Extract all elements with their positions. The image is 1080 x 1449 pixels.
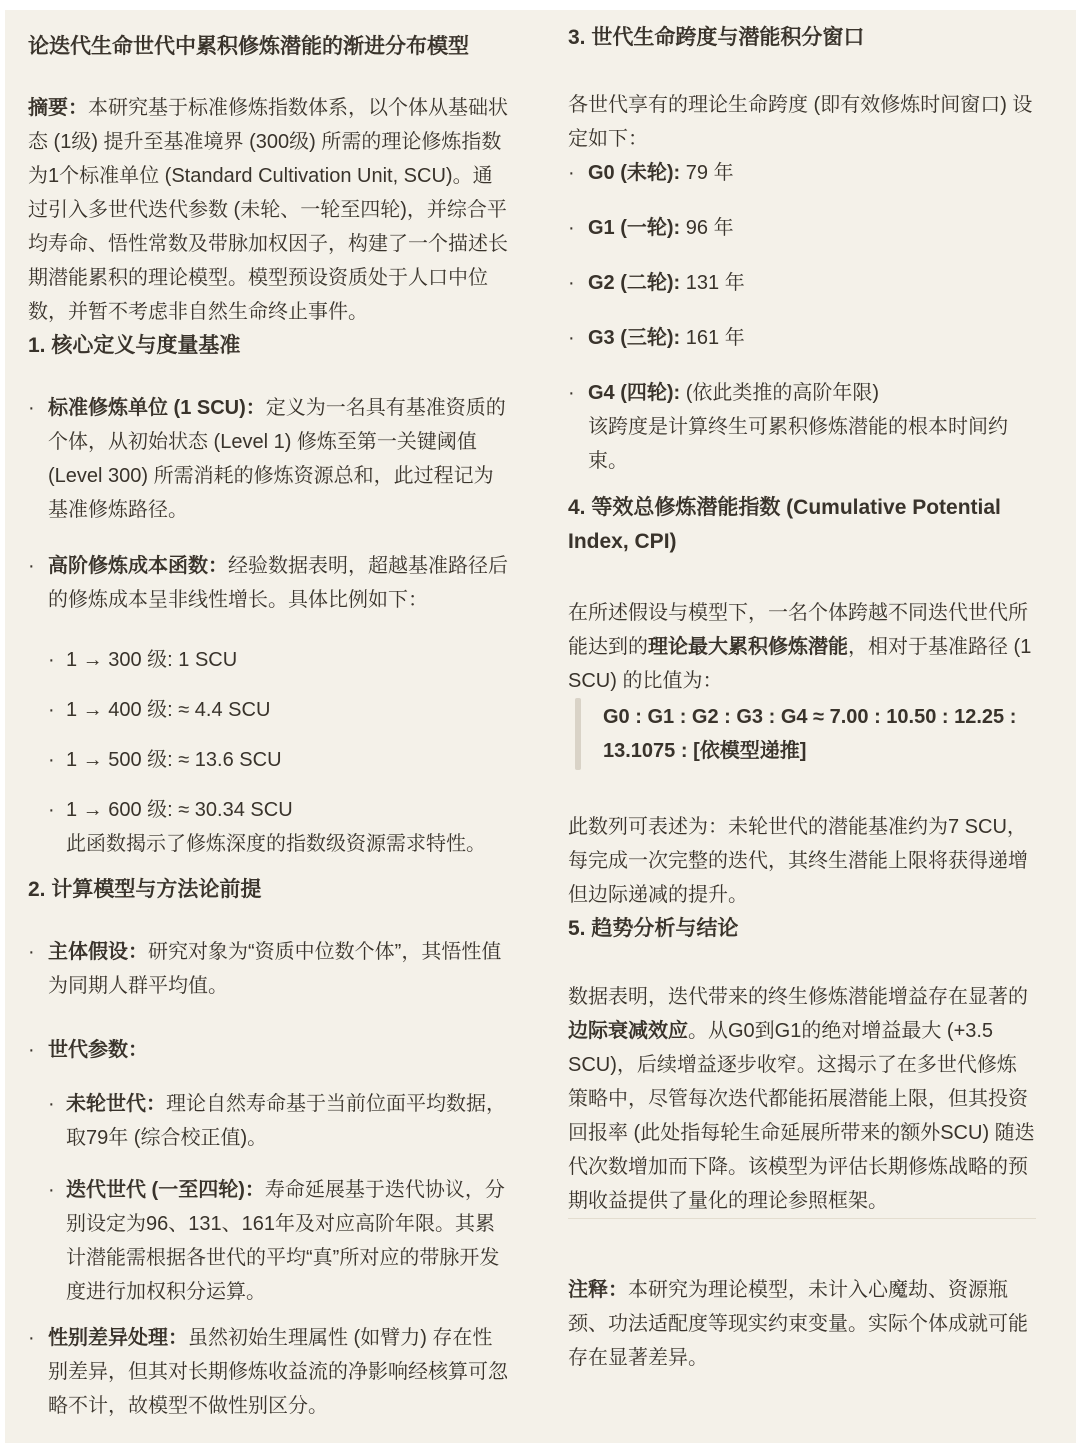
- lifespan-intro-paragraph: 各世代享有的理论生命跨度 (即有效修炼时间窗口) 设定如下：: [568, 94, 1033, 150]
- bullet-icon: [48, 793, 66, 861]
- generation-value: 161 年: [680, 327, 745, 349]
- scu-cost-item: [48, 643, 512, 677]
- scu-cost-item: [48, 743, 512, 777]
- cpi-ratio-text: [603, 698, 1036, 770]
- term-label: 标准修炼单位 (1 SCU)：: [48, 397, 266, 419]
- generation-value: 131 年: [680, 272, 745, 294]
- bullet-icon: [28, 391, 48, 527]
- generation-content: [588, 156, 1036, 190]
- cpi-text-bold: 理论最大累积修炼潜能: [648, 636, 848, 658]
- term-label: 高阶修炼成本函数：: [48, 555, 228, 577]
- bullet-icon: [28, 1033, 48, 1067]
- bullet-icon: [48, 1173, 66, 1309]
- abstract-text: 本研究基于标准修炼指数体系，以个体从基础状态 (1级) 提升至基准境界 (300级) 所需的理论修炼指数为1个标准单位 (Standard Cultivation Unit, SCU)。通过引入多世代迭代参数 (未轮、一轮至四轮)，并综合平均寿命、悟性常数及带脉加权因子，构建了一个描述长期潜能累积的理论模型。模型预设资质处于人口中位数，并暂不考虑非自然生命终止事件。: [28, 97, 508, 323]
- scu-cost-item: [48, 793, 512, 861]
- param-content: [66, 1173, 512, 1309]
- cpi-paragraph: [568, 596, 1036, 698]
- section-1-heading: 1. 核心定义与度量基准: [28, 334, 241, 357]
- section-3-heading: 3. 世代生命跨度与潜能积分窗口: [568, 26, 865, 49]
- generation-label: G0 (未轮):: [588, 162, 681, 184]
- cpi-explanation-paragraph: 此数列可表述为：未轮世代的潜能基准约为7 SCU，每完成一次完整的迭代，其终生潜能上限将获得递增但边际递减的提升。: [568, 816, 1028, 906]
- bullet-icon: [568, 156, 588, 190]
- bullet-icon: [48, 743, 66, 777]
- ratio-values: G0 : G1 : G2 : G3 : G4 ≈ 7.00 : 10.50 : 12.25 : 13.1075 :: [603, 706, 1017, 762]
- generation-item: [568, 211, 1036, 245]
- scu-cost-item: [48, 693, 512, 727]
- conclusion-paragraph: [568, 980, 1036, 1218]
- assumption-item-generation-params: [28, 1033, 512, 1067]
- term-label: 未轮世代：: [66, 1093, 166, 1115]
- generation-line: [588, 376, 1036, 410]
- bullet-icon: [48, 643, 66, 677]
- scu-cost-value: 1 → 600 级: ≈ 30.34 SCU: [66, 799, 293, 821]
- assumption-content: [48, 1033, 512, 1067]
- section-5-heading: 5. 趋势分析与结论: [568, 917, 739, 940]
- bullet-icon: [28, 1321, 48, 1423]
- cpi-ratio-quote: [568, 698, 1036, 770]
- definition-item-cost-function: [28, 549, 512, 617]
- generation-content: [588, 211, 1036, 245]
- definition-item-scu: [28, 391, 512, 527]
- generation-label: G2 (二轮):: [588, 272, 681, 294]
- generation-label: G3 (三轮):: [588, 327, 681, 349]
- cost-function-note: 此函数揭示了修炼深度的指数级资源需求特性。: [66, 833, 486, 855]
- generation-item: [568, 376, 1036, 478]
- conclusion-text-bold: 边际衰减效应: [568, 1020, 688, 1042]
- conclusion-text-pre: 数据表明，迭代带来的终生修炼潜能增益存在显著的: [568, 986, 1028, 1008]
- param-content: [66, 1087, 512, 1155]
- footnote-paragraph: [568, 1273, 1036, 1375]
- term-label: 性别差异处理：: [48, 1327, 188, 1349]
- generation-value: 79 年: [680, 162, 734, 184]
- bullet-icon: [568, 266, 588, 300]
- term-body: 理论自然寿命基于当前位面平均数据，取79年 (综合校正值)。: [66, 1093, 506, 1149]
- param-item-base-generation: [48, 1087, 512, 1155]
- section-2-heading: 2. 计算模型与方法论前提: [28, 878, 262, 901]
- bullet-icon: [28, 935, 48, 1003]
- conclusion-text-post: 。从G0到G1的绝对增益最大 (+3.5 SCU)，后续增益逐步收窄。这揭示了在多世代修炼策略中，尽管每次迭代都能拓展潜能上限，但其投资回报率 (此处指每轮生命延展所带来的额外SCU) 随迭代次数增加而下降。该模型为评估长期修炼战略的预期收益提供了量化的理论参照框架。: [568, 1020, 1035, 1212]
- cpi-text-pre: 在所述假设与模型下，一名个体跨越不同迭代世代所能达到的: [568, 602, 1028, 658]
- scu-cost-text: 1 → 300 级: 1 SCU: [66, 649, 238, 671]
- scu-cost-text: 1 → 400 级: ≈ 4.4 SCU: [66, 699, 271, 721]
- cpi-text-post: ，相对于基准路径 (1 SCU) 的比值为：: [568, 636, 1032, 692]
- right-column: [568, 10, 1036, 1423]
- bullet-icon: [48, 1087, 66, 1155]
- doc-title: 论迭代生命世代中累积修炼潜能的渐进分布模型: [28, 35, 469, 58]
- bullet-icon: [28, 549, 48, 617]
- bullet-icon: [568, 376, 588, 478]
- abstract-label: 摘要：: [28, 97, 88, 119]
- scu-cost-list: [28, 643, 512, 861]
- generation-value: 96 年: [680, 217, 734, 239]
- param-item-iterated-generations: [48, 1173, 512, 1309]
- generation-content: [588, 266, 1036, 300]
- generation-content: [588, 321, 1036, 355]
- footnote-text: 本研究为理论模型，未计入心魔劫、资源瓶颈、功法适配度等现实约束变量。实际个体成就可能存在显著差异。: [568, 1279, 1028, 1369]
- bullet-icon: [48, 693, 66, 727]
- abstract-paragraph: [28, 91, 512, 329]
- section-4-heading: 4. 等效总修炼潜能指数 (Cumulative Potential Index, CPI): [568, 496, 1001, 553]
- document-page: [5, 10, 1076, 1443]
- generation-item: [568, 266, 1036, 300]
- generation-value: (依此类推的高阶年限): [680, 382, 880, 404]
- lifespan-constraint-note: 该跨度是计算终生可累积修炼潜能的根本时间约束。: [588, 416, 1008, 472]
- bullet-icon: [568, 211, 588, 245]
- term-body: 经验数据表明，超越基准路径后的修炼成本呈非线性增长。具体比例如下：: [48, 555, 508, 611]
- scu-cost-text: [66, 793, 512, 861]
- ratio-recursion-note: [依模型递推]: [693, 740, 807, 762]
- term-label: 世代参数：: [48, 1039, 148, 1061]
- term-body: 虽然初始生理属性 (如臂力) 存在性别差异，但其对长期修炼收益流的净影响经核算可忽略不计，故模型不做性别区分。: [48, 1327, 508, 1417]
- definition-item-content: [48, 549, 512, 617]
- term-body: 定义为一名具有基准资质的个体，从初始状态 (Level 1) 修炼至第一关键阈值 (Level 300) 所需消耗的修炼资源总和，此过程记为基准修炼路径。: [48, 397, 506, 521]
- generation-params-sublist: [28, 1087, 512, 1309]
- term-label: 主体假设：: [48, 941, 148, 963]
- left-column: [28, 10, 512, 1423]
- assumption-content: [48, 1321, 512, 1423]
- generation-item: [568, 321, 1036, 355]
- scu-cost-text: 1 → 500 级: ≈ 13.6 SCU: [66, 749, 282, 771]
- footnote-label: 注释：: [568, 1279, 628, 1301]
- assumption-item-gender: [28, 1321, 512, 1423]
- bullet-icon: [568, 321, 588, 355]
- assumption-content: [48, 935, 512, 1003]
- definition-item-content: [48, 391, 512, 527]
- quote-bar-icon: [575, 698, 581, 770]
- term-body: 研究对象为“资质中位数个体”，其悟性值为同期人群平均值。: [48, 941, 502, 997]
- generation-lifespan-list: [568, 156, 1036, 478]
- section-divider: [568, 1218, 1036, 1219]
- term-body: 寿命延展基于迭代协议，分别设定为96、131、161年及对应高阶年限。其累计潜能需根据各世代的平均“真”所对应的带脉开发度进行加权积分运算。: [66, 1179, 505, 1303]
- term-label: 迭代世代 (一至四轮)：: [66, 1179, 265, 1201]
- generation-item: [568, 156, 1036, 190]
- two-column-layout: [5, 10, 1076, 1423]
- generation-content: [588, 376, 1036, 478]
- assumption-item-subject: [28, 935, 512, 1003]
- generation-label: G1 (一轮):: [588, 217, 681, 239]
- generation-label: G4 (四轮):: [588, 382, 681, 404]
